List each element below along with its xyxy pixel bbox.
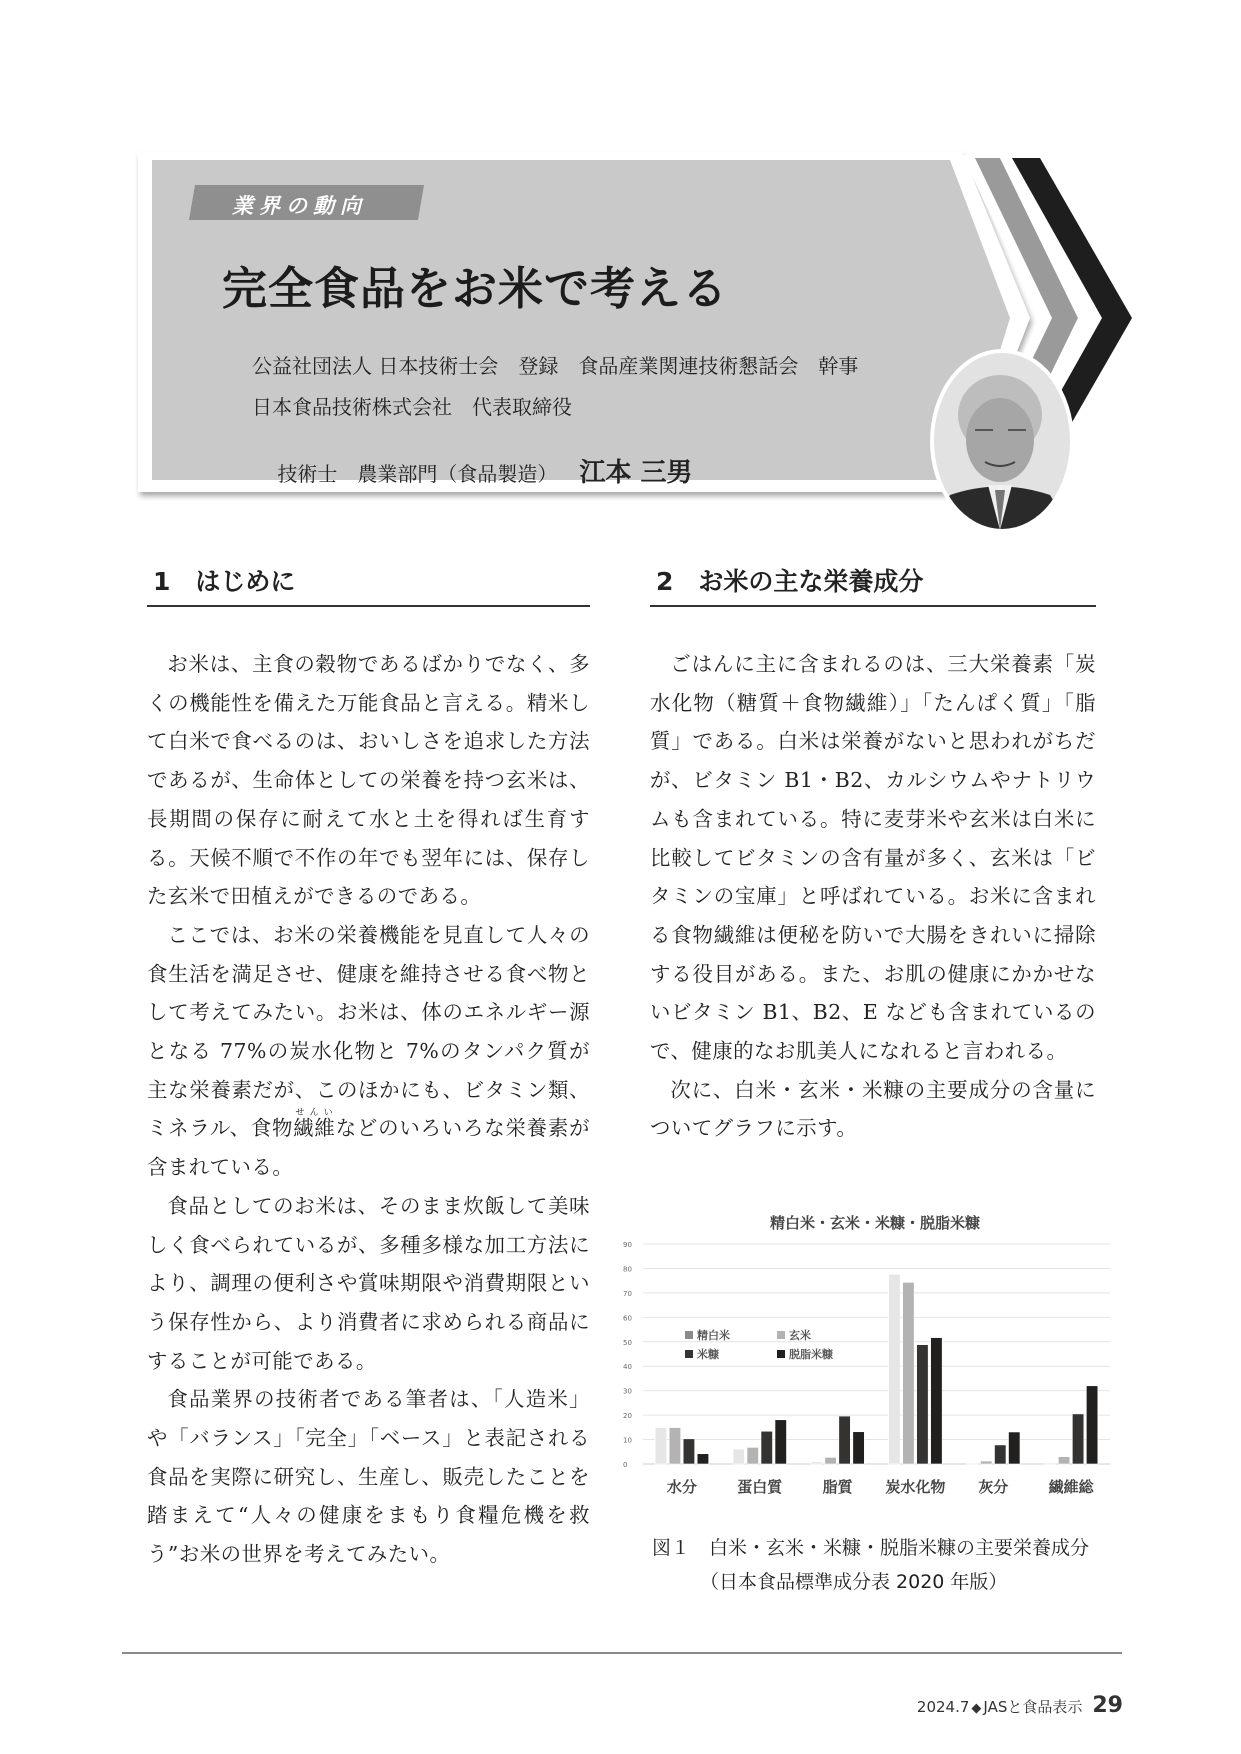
paragraph: お米は、主食の穀物であるばかりでなく、多くの機能性を備えた万能食品と言える。精米して白米で食べるのは、おいしさを追求した方法であるが、生命体としての栄養を持つ玄米は、長期間の保存に耐えて水と土を得れば生育する。天候不順で不作の年でも翌年には、保存した玄米で田植えができるのである。 xyxy=(147,652,590,909)
x-tick-label: 蛋白質 xyxy=(737,1478,783,1496)
y-tick-label: 0 xyxy=(623,1461,628,1469)
y-tick-label: 20 xyxy=(623,1412,632,1421)
bar-脱脂米糠-炭水化物 xyxy=(931,1338,943,1464)
y-tick-label: 40 xyxy=(623,1363,632,1372)
bar-精白米-水分 xyxy=(655,1428,667,1464)
paragraph: ここでは、お米の栄養機能を見直して人々の食生活を満足させ、健康を維持させる食べ物として考えてみたい。お米は、体のエネルギー源となる 77%の炭水化物と 7%のタンパク質が主な栄養素だが、このほかにも、ビタミン類、ミネラル、食物繊維せんいなどのいろいろな栄養素が含まれている。 xyxy=(147,922,590,1180)
paragraph: ごはんに主に含まれるのは、三大栄養素「炭水化物（糖質＋食物繊維）」「たんぱく質」「脂質」である。白米は栄養がないと思われがちだが、ビタミン B1・B2、カルシウムやナトリウムも含まれている。特に麦芽米や玄米は白米に比較してビタミンの含有量が多く、玄米は「ビタミンの宝庫」と呼ばれている。お米に含まれる食物繊維は便秘を防いで大腸をきれいに掃除する役目がある。また、お肌の健康にかかせないビタミン B1、B2、E なども含まれているので、健康的なお肌美人になれると言われる。 xyxy=(650,652,1096,1064)
x-tick-label: 灰分 xyxy=(978,1478,1009,1496)
issue-date: 2024.7 xyxy=(916,1698,970,1716)
figure-source: （日本食品標準成分表 2020 年版） xyxy=(700,1571,1008,1593)
bar-脱脂米糠-脂質 xyxy=(853,1432,865,1464)
paragraph: 次に、白米・玄米・米糠の主要成分の含量についてグラフに示す。 xyxy=(650,1077,1096,1141)
legend-swatch xyxy=(777,1350,785,1358)
legend-swatch xyxy=(777,1331,785,1339)
category-tag: 業界の動向 xyxy=(232,194,367,218)
legend-swatch xyxy=(685,1331,693,1339)
page-number: 29 xyxy=(1092,1693,1123,1718)
bar-脱脂米糠-繊維総 xyxy=(1086,1386,1098,1464)
bar-精白米-灰分 xyxy=(967,1463,979,1464)
chart-canvas xyxy=(615,1200,1120,1500)
y-tick-label: 60 xyxy=(623,1314,632,1323)
chart-title: 精白米・玄米・米糠・脱脂米糠 xyxy=(769,1214,981,1232)
section-body xyxy=(147,645,590,1574)
y-tick-label: 70 xyxy=(623,1289,632,1298)
bar-精白米-蛋白質 xyxy=(733,1449,745,1464)
section-body xyxy=(650,645,1096,1148)
bar-玄米-炭水化物 xyxy=(903,1282,915,1464)
bar-玄米-繊維総 xyxy=(1058,1457,1070,1464)
y-tick-label: 50 xyxy=(623,1338,632,1347)
figure-caption: 図１ 白米・玄米・米糠・脱脂米糠の主要栄養成分 xyxy=(652,1537,1090,1559)
publication-name: JASと食品表示 xyxy=(983,1698,1083,1716)
x-tick-label: 炭水化物 xyxy=(885,1478,946,1496)
section-heading: 1 はじめに xyxy=(147,565,590,607)
bar-精白米-脂質 xyxy=(811,1462,823,1464)
bar-脱脂米糠-水分 xyxy=(697,1454,709,1464)
author-affiliation-3 xyxy=(252,428,693,513)
y-tick-label: 80 xyxy=(623,1265,632,1274)
y-tick-label: 30 xyxy=(623,1387,632,1396)
bar-玄米-蛋白質 xyxy=(747,1447,759,1464)
legend-label: 脱脂米糠 xyxy=(789,1348,833,1361)
x-tick-label: 繊維総 xyxy=(1048,1478,1094,1496)
diamond-icon: ◆ xyxy=(971,1701,982,1716)
author-name: 江本 三男 xyxy=(579,458,693,488)
y-tick-label: 90 xyxy=(623,1241,632,1249)
bar-米糠-灰分 xyxy=(995,1445,1007,1464)
bar-米糠-炭水化物 xyxy=(917,1345,929,1464)
section-heading: 2 お米の主な栄養成分 xyxy=(650,565,1096,607)
bar-米糠-蛋白質 xyxy=(761,1431,773,1464)
section-nutrients xyxy=(650,565,1096,1148)
article-title: 完全食品をお米で考える xyxy=(222,262,729,315)
page-footer xyxy=(917,1693,1123,1718)
bar-玄米-水分 xyxy=(669,1428,681,1464)
x-tick-label: 脂質 xyxy=(822,1478,853,1496)
legend-label: 米糠 xyxy=(697,1348,719,1361)
bar-米糠-繊維総 xyxy=(1072,1414,1084,1464)
section-introduction xyxy=(147,565,590,1574)
nutrient-bar-chart xyxy=(615,1200,1120,1500)
bar-脱脂米糠-蛋白質 xyxy=(775,1420,787,1464)
article-header xyxy=(0,0,1241,560)
bar-玄米-脂質 xyxy=(825,1457,837,1464)
author-affiliation-2: 日本食品技術株式会社 代表取締役 xyxy=(252,395,572,419)
author-qualification: 技術士 農業部門（食品製造） xyxy=(277,462,558,486)
y-tick-label: 10 xyxy=(623,1436,632,1445)
paragraph: 食品としてのお米は、そのまま炊飯して美味しく食べられているが、多種多様な加工方法により、調理の便利さや賞味期限や消費期限という保存性から、より消費者に求められる商品にすることが可能である。 xyxy=(147,1193,590,1373)
bar-米糠-脂質 xyxy=(839,1416,851,1464)
x-tick-label: 水分 xyxy=(666,1478,697,1496)
author-affiliation-1: 公益社団法人 日本技術士会 登録 食品産業関連技術懇話会 幹事 xyxy=(252,354,859,378)
bar-脱脂米糠-灰分 xyxy=(1009,1432,1021,1464)
paragraph: 食品業界の技術者である筆者は、「人造米」や「バランス」「完全」「ベース」と表記される食品を実際に研究し、生産し、販売したことを踏まえて“人々の健康をまもり食糧危機を救う”お米の世界を考えてみたい。 xyxy=(147,1387,590,1567)
bar-米糠-水分 xyxy=(683,1439,695,1464)
ruby-annotation: 繊維せんい xyxy=(293,1108,336,1141)
legend-label: 精白米 xyxy=(697,1329,730,1342)
bar-精白米-繊維総 xyxy=(1044,1463,1056,1464)
legend-swatch xyxy=(685,1350,693,1358)
bar-玄米-灰分 xyxy=(981,1461,993,1464)
legend-label: 玄米 xyxy=(789,1329,811,1342)
footer-divider xyxy=(122,1652,1122,1654)
bar-精白米-炭水化物 xyxy=(889,1274,901,1464)
